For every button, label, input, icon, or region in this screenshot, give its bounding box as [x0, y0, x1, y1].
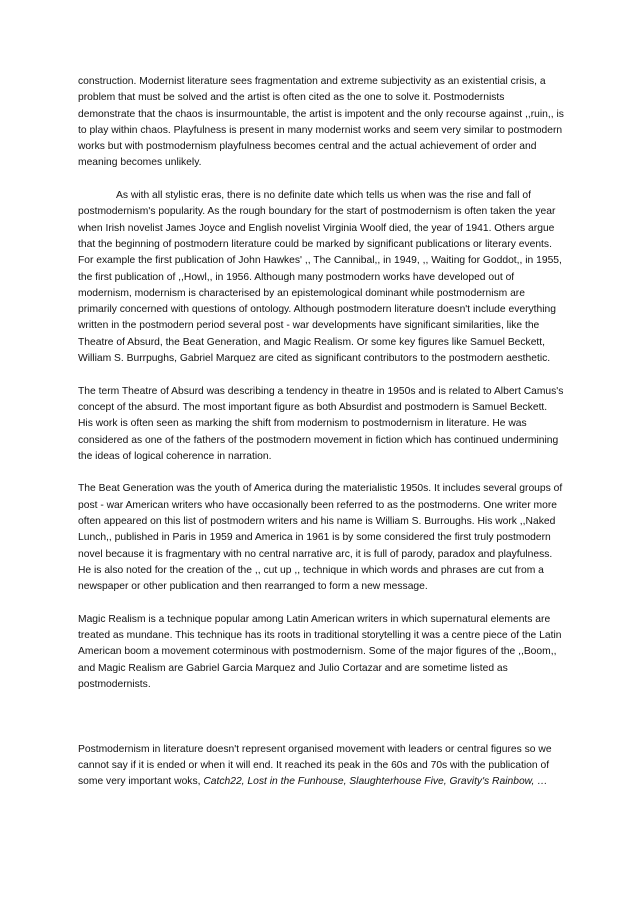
paragraph-closing [78, 742, 564, 791]
paragraph-beat-generation: The Beat Generation was the youth of America during the materialistic 1950s. It includes several groups of post - war American writers who have occasionally been referred to as the postmoderns. One writer more often appeared on this list of postmodern writers and his name is William S. Burroughs. His work ,,Naked Lunch,, published in Paris in 1959 and America in 1961 is by some considered the first truly postmodern novel because it is fragmentary with no central narrative arc, it is full of parody, paradox and playfulness. He is also noted for the creation of the ,, cut up ,, technique in which words and phrases are cut from a newspaper or other publication and then rearranged to form a new message. [78, 483, 563, 593]
closing-titles: Catch22, Lost in the Funhouse, Slaughterhouse Five, Gravity's Rainbow, … [203, 776, 548, 788]
paragraph-theatre-of-absurd: The term Theatre of Absurd was describing a tendency in theatre in 1950s and is related to Albert Camus's concept of the absurd. The most important figure as both Absurdist and postmodern is Samuel Beckett. His work is often seen as marking the shift from modernism to postmodernism in literature. He was considered as one of the fathers of the postmodern movement in fiction which has continued undermining the ideas of logical coherence in narration. [78, 385, 564, 462]
paragraph-modernist-playfulness: construction. Modernist literature sees fragmentation and extreme subjectivity as an existential crisis, a problem that must be solved and the artist is often cited as the one to solve it. Postmodernists demonstrate that the chaos is insurmountable, the artist is impotent and the only recourse against ,,ruin,, is to play within chaos. Playfulness is present in many modernist works and seem very similar to postmodern works but with postmodernism playfulness becomes central and the actual achievement of order and meaning becomes unlikely. [78, 76, 564, 169]
paragraph-postmodernism-dates: As with all stylistic eras, there is no definite date which tells us when was the rise and fall of postmodernism's popularity. As the rough boundary for the start of postmodernism is often taken the year when Irish novelist James Joyce and English novelist Virginia Woolf died, the year of 1941. Others argue that the beginning of postmodern literature could be marked by significant publications or literary events. For example the first publication of John Hawkes' ,, The Cannibal,, in 1949, ,, Waiting for Goddot,, in 1955, the first publication of ,,Howl,, in 1956. Although many postmodern works have developed out of modernism, modernism is characterised by an epistemological dominant while postmodernism are primarily concerned with questions of ontology. Although postmodern literature doesn't include everything written in the postmodern period several post - war developments have significant similarities, like the Theatre of Absurd, the Beat Generation, and Magic Realism. Or some key figures like Samuel Beckett, William S. Burrpughs, Gabriel Marquez are cited as significant contributors to the postmodern aesthetic. [78, 190, 562, 365]
paragraph-magic-realism: Magic Realism is a technique popular among Latin American writers in which supernatural elements are treated as mundane. This technique has its roots in traditional storytelling it was a centre piece of the Latin American boom a movement coterminous with postmodernism. Some of the major figures of the ,,Boom,, and Magic Realism are Gabriel Garcia Marquez and Julio Cortazar and are sometime listed as postmodernists. [78, 613, 562, 690]
paragraph-spacer [78, 710, 564, 742]
closing-text: Postmodernism in literature doesn't represent organised movement with leaders or central figures so we cannot say if it is ended or when it will end. It reached its peak in the 60s and 70s with the publication of some very important woks, [78, 743, 552, 788]
document-page [78, 74, 564, 807]
